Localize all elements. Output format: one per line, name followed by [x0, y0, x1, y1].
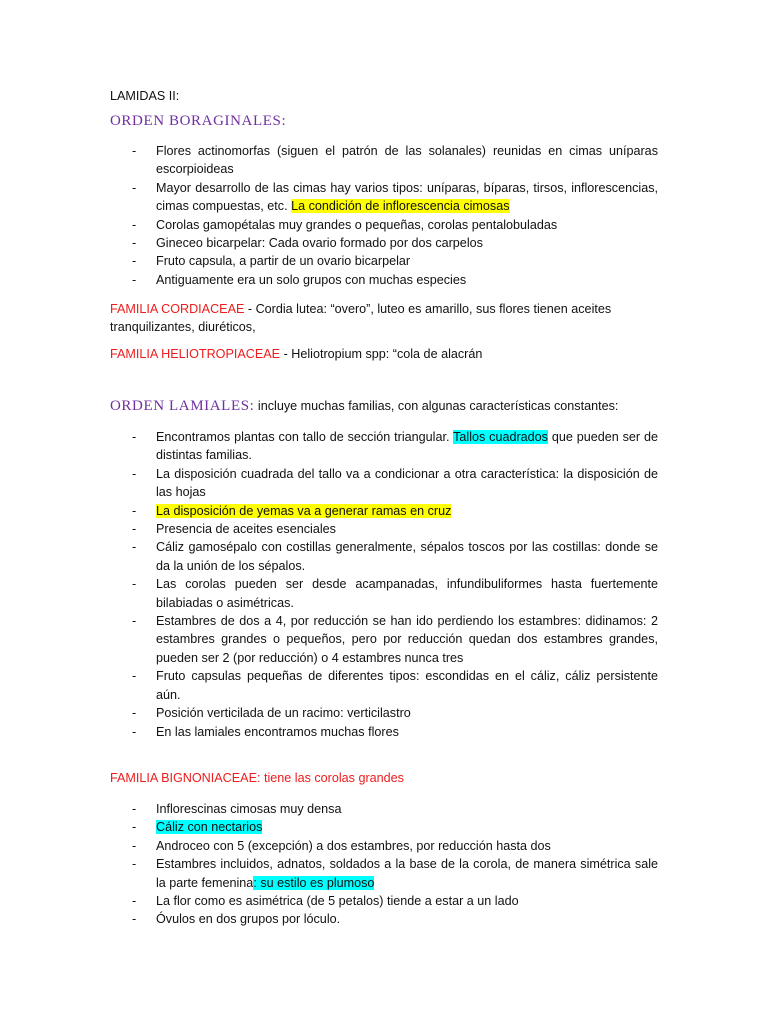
- list-item-text: Estambres de dos a 4, por reducción se han ido perdiendo los estambres: didinamos: 2 estambres grandes o pequeños, pero por reducción quedan dos estambres grandes, pueden ser 2 (por reducción) o 4 estambres nunca tres: [156, 614, 658, 665]
- list-item: [132, 704, 658, 722]
- list-item-text: Corolas gamopétalas muy grandes o pequeñas, corolas pentalobuladas: [156, 217, 558, 232]
- list-item-text: Estambres incluidos, adnatos, soldados a la base de la corola, de manera simétrica sale la parte femenina: [156, 857, 658, 890]
- list-item: [132, 910, 658, 928]
- orden-lamiales-line: [110, 398, 618, 415]
- list-item-text: Las corolas pueden ser desde acampanadas, infundibuliformes hasta fuertemente bilabiadas o asimétricas.: [156, 577, 658, 610]
- list-item: [132, 179, 658, 216]
- list-item-text: Presencia de aceites esenciales: [156, 522, 336, 537]
- list-item: [132, 612, 658, 667]
- list-item-text: Androceo con 5 (excepción) a dos estambres, por reducción hasta dos: [156, 838, 551, 853]
- list-item: [132, 271, 658, 289]
- list-item-text: Fruto capsulas pequeñas de diferentes tipos: escondidas en el cáliz, cáliz persistente aún.: [156, 669, 658, 702]
- familia-heliotropiaceae-paragraph: [110, 345, 658, 363]
- list-item: [132, 723, 658, 741]
- familia-bignoniaceae-heading: FAMILIA BIGNONIACEAE: tiene las corolas grandes: [110, 771, 404, 785]
- list-item: [132, 538, 658, 575]
- list-item: [132, 465, 658, 502]
- list-item-text: Flores actinomorfas (siguen el patrón de las solanales) reunidas en cimas uníparas escorpioideas: [156, 144, 658, 177]
- highlighted-text: Cáliz con nectarios: [156, 820, 263, 835]
- highlighted-text: Tallos cuadrados: [453, 430, 548, 444]
- list-item: [132, 520, 658, 538]
- list-item: [132, 502, 658, 520]
- list-item: [132, 667, 658, 704]
- orden-boraginales-heading: ORDEN BORAGINALES:: [110, 113, 287, 129]
- list-item-text: La flor como es asimétrica (de 5 petalos) tiende a estar a un lado: [156, 894, 519, 909]
- list-item: [132, 575, 658, 612]
- list-item: [132, 892, 658, 910]
- doc-title: LAMIDAS II:: [110, 89, 180, 103]
- list-item: [132, 428, 658, 465]
- bignoniaceae-list: [132, 800, 658, 929]
- familia-text: - Heliotropium spp: “cola de alacrán: [280, 347, 483, 361]
- list-item: [132, 818, 658, 836]
- list-item-text: Gineceo bicarpelar: Cada ovario formado por dos carpelos: [156, 236, 483, 251]
- list-item-text: Inflorescinas cimosas muy densa: [156, 802, 342, 816]
- familia-label: FAMILIA HELIOTROPIACEAE: [110, 347, 281, 361]
- lamiales-list: [132, 428, 658, 741]
- list-item: [132, 800, 658, 818]
- list-item-text: Antiguamente era un solo grupos con muchas especies: [156, 272, 467, 287]
- orden-lamiales-heading: ORDEN LAMIALES:: [110, 398, 255, 414]
- list-item: [132, 252, 658, 270]
- familia-cordiaceae-paragraph: [110, 300, 658, 337]
- list-item: [132, 216, 658, 234]
- list-item-text: Mayor desarrollo de las cimas hay varios tipos: uníparas, bíparas, tirsos, inflorescencias, cimas compuestas, etc.: [156, 180, 658, 214]
- list-item-text: En las lamiales encontramos muchas flores: [156, 724, 399, 739]
- familia-text: - Cordia lutea: “overo”, luteo es amarillo, sus flores tienen aceites tranquilizantes, diuréticos,: [110, 302, 612, 335]
- highlighted-text: : su estilo es plumoso: [253, 875, 375, 890]
- boraginales-list: [132, 142, 658, 289]
- list-item: [132, 837, 658, 855]
- list-item-text: que pueden ser de distintas familias.: [156, 430, 658, 463]
- list-item-text: Encontramos plantas con tallo de sección triangular.: [156, 430, 454, 444]
- list-item: [132, 142, 658, 179]
- list-item-text: Óvulos en dos grupos por lóculo.: [156, 912, 341, 927]
- list-item: [132, 855, 658, 892]
- highlighted-text: La condición de inflorescencia cimosas: [291, 199, 510, 214]
- list-item-text: La disposición cuadrada del tallo va a condicionar a otra característica: la disposición de las hojas: [156, 466, 658, 500]
- orden-lamiales-description: incluye muchas familias, con algunas características constantes:: [257, 399, 619, 413]
- familia-label: FAMILIA CORDIACEAE: [110, 302, 245, 316]
- list-item: [132, 234, 658, 252]
- list-item-text: Posición verticilada de un racimo: verticilastro: [156, 706, 411, 721]
- list-item-text: Cáliz gamosépalo con costillas generalmente, sépalos toscos por las costillas: donde se da la unión de los sépalos.: [156, 540, 658, 573]
- list-item-text: Fruto capsula, a partir de un ovario bicarpelar: [156, 254, 411, 269]
- highlighted-text: La disposición de yemas va a generar ramas en cruz: [156, 503, 452, 518]
